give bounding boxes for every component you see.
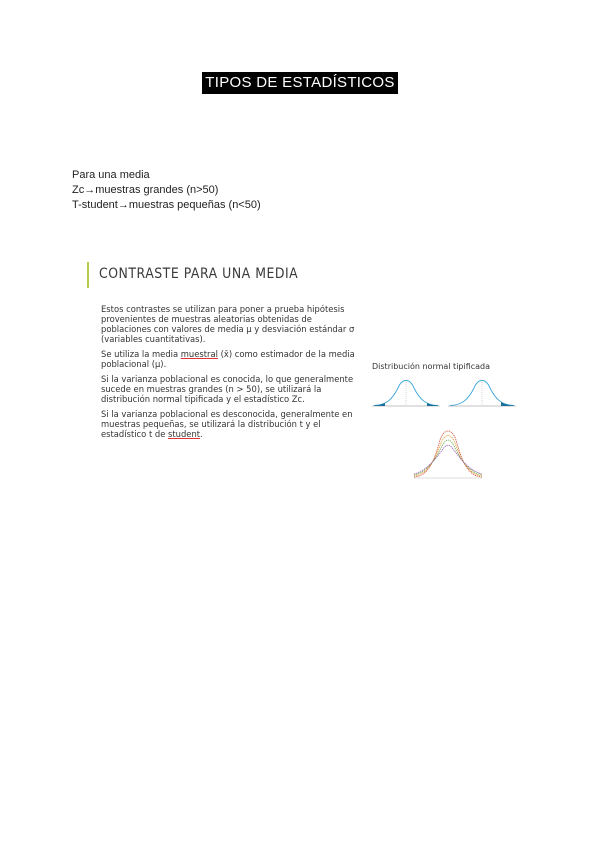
intro-line: Para una media [72,169,150,181]
normal-distribution-figure [370,374,520,418]
paragraph-1: Estos contrastes se utilizan para poner a prueba hipótesis provenientes de muestras aleatorias obtenidas de poblaciones con valores de media μ y desviación estándar σ (variables cuantitativas). [101,304,355,344]
slide-body [101,304,363,444]
intro-line: Zc→muestras grandes (n>50) [72,184,219,196]
title-container [0,72,600,94]
underlined-word: student [168,429,201,439]
intro-line: T-student→muestras pequeñas (n<50) [72,199,261,211]
page-title: TIPOS DE ESTADÍSTICOS [202,72,397,94]
text-span: (x̄) como estimador de la media poblacional (μ). [101,349,355,369]
figure-title: Distribución normal tipificada [372,362,491,371]
paragraph-2 [101,349,363,369]
underlined-word: muestral [180,349,218,359]
embedded-slide [82,258,522,488]
normal-curve-one-tailed [448,380,516,406]
t-distribution-figure [408,424,488,486]
normal-curve-two-tailed [372,380,440,406]
accent-bar [87,262,89,288]
intro-block [72,168,261,213]
text-span: Se utiliza la media [101,349,181,359]
text-span: Si la varianza poblacional es desconocida, generalmente en muestras pequeñas, se utilizará la distribución t y el estadístico t de [101,409,353,439]
paragraph-3: Si la varianza poblacional es conocida, lo que generalmente sucede en muestras grandes (n > 50), se utilizará la distribución normal tipificada y el estadístico Zc. [101,374,354,404]
paragraph-4 [101,409,363,439]
slide-heading: CONTRASTE PARA UNA MEDIA [99,266,299,282]
text-span: . [200,429,203,439]
